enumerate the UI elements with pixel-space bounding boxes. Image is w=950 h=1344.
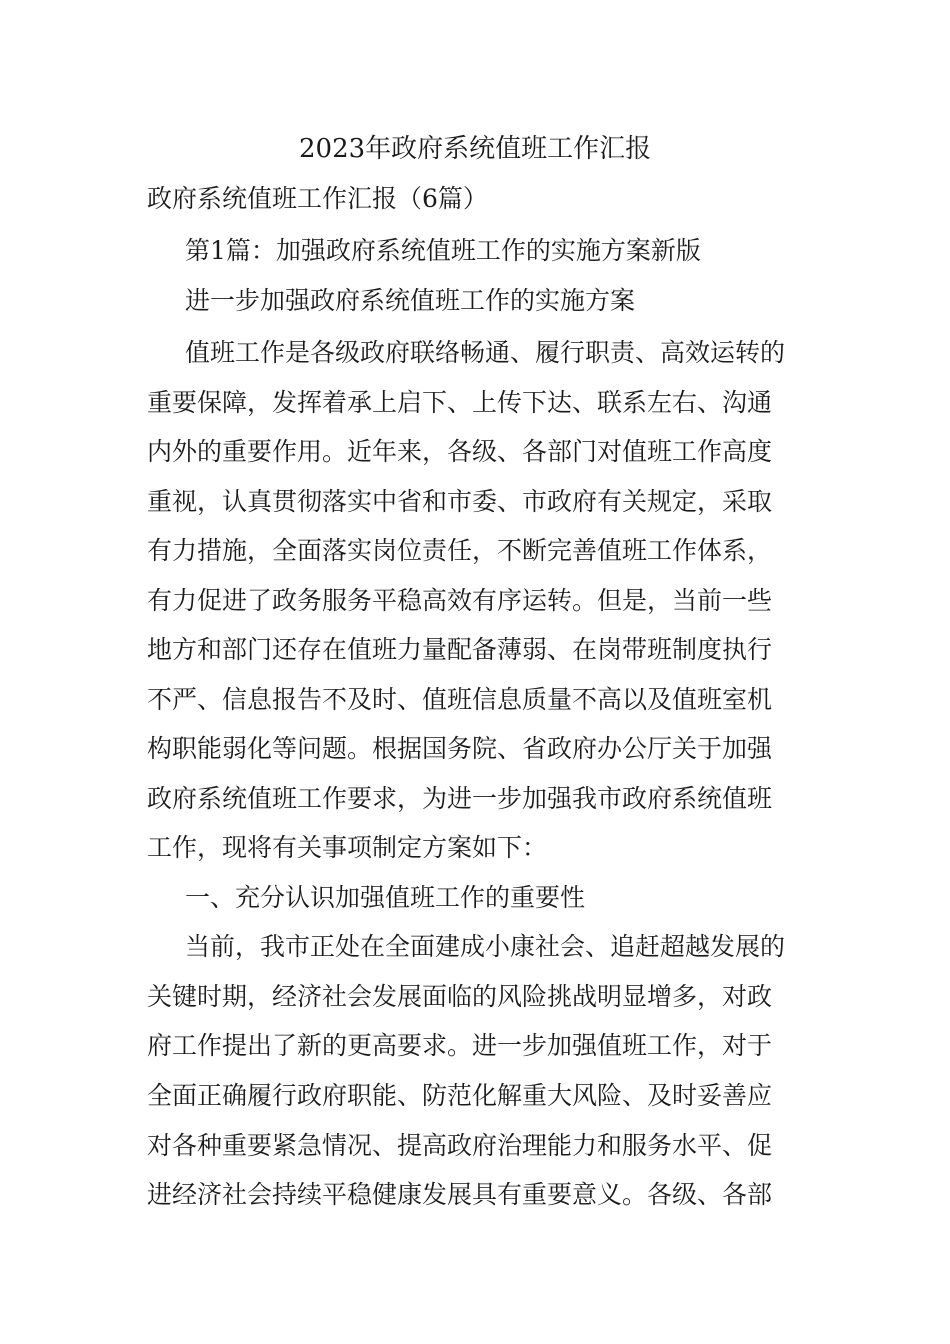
plan-title: 进一步加强政府系统值班工作的实施方案	[185, 286, 636, 315]
paragraph2-line: 进经济社会持续平稳健康发展具有重要意义。各级、各部	[147, 1180, 773, 1209]
paragraph2-line: 关键时期，经济社会发展面临的风险挑战明显增多，对政	[147, 982, 773, 1011]
document-title: 2023年政府系统值班工作汇报	[299, 134, 652, 164]
paragraph1-line: 重视，认真贯彻落实中省和市委、市政府有关规定，采取	[147, 487, 773, 516]
paragraph1-line: 重要保障，发挥着承上启下、上传下达、联系左右、沟通	[147, 388, 773, 417]
chapter-heading: 第1篇：加强政府系统值班工作的实施方案新版	[185, 236, 701, 265]
paragraph1-line: 不严、信息报告不及时、值班信息质量不高以及值班室机	[147, 685, 773, 714]
section1-heading: 一、充分认识加强值班工作的重要性	[185, 883, 586, 912]
document-subtitle: 政府系统值班工作汇报（6篇）	[147, 184, 488, 213]
paragraph2-line: 全面正确履行政府职能、防范化解重大风险、及时妥善应	[147, 1081, 773, 1110]
paragraph1-line: 政府系统值班工作要求，为进一步加强我市政府系统值班	[147, 784, 773, 813]
paragraph1-line: 有力促进了政务服务平稳高效有序运转。但是，当前一些	[147, 586, 773, 615]
paragraph2-line: 府工作提出了新的更高要求。进一步加强值班工作，对于	[147, 1031, 773, 1060]
paragraph1-line: 值班工作是各级政府联络畅通、履行职责、高效运转的	[185, 338, 786, 367]
paragraph1-line: 内外的重要作用。近年来，各级、各部门对值班工作高度	[147, 437, 773, 466]
paragraph2-line: 当前，我市正处在全面建成小康社会、追赶超越发展的	[185, 932, 786, 961]
paragraph1-line: 地方和部门还存在值班力量配备薄弱、在岗带班制度执行	[147, 635, 773, 664]
paragraph1-line: 有力措施，全面落实岗位责任，不断完善值班工作体系，	[147, 536, 773, 565]
paragraph2-line: 对各种重要紧急情况、提高政府治理能力和服务水平、促	[147, 1131, 773, 1160]
paragraph1-line: 工作，现将有关事项制定方案如下：	[147, 833, 548, 862]
paragraph1-line: 构职能弱化等问题。根据国务院、省政府办公厅关于加强	[147, 734, 773, 763]
